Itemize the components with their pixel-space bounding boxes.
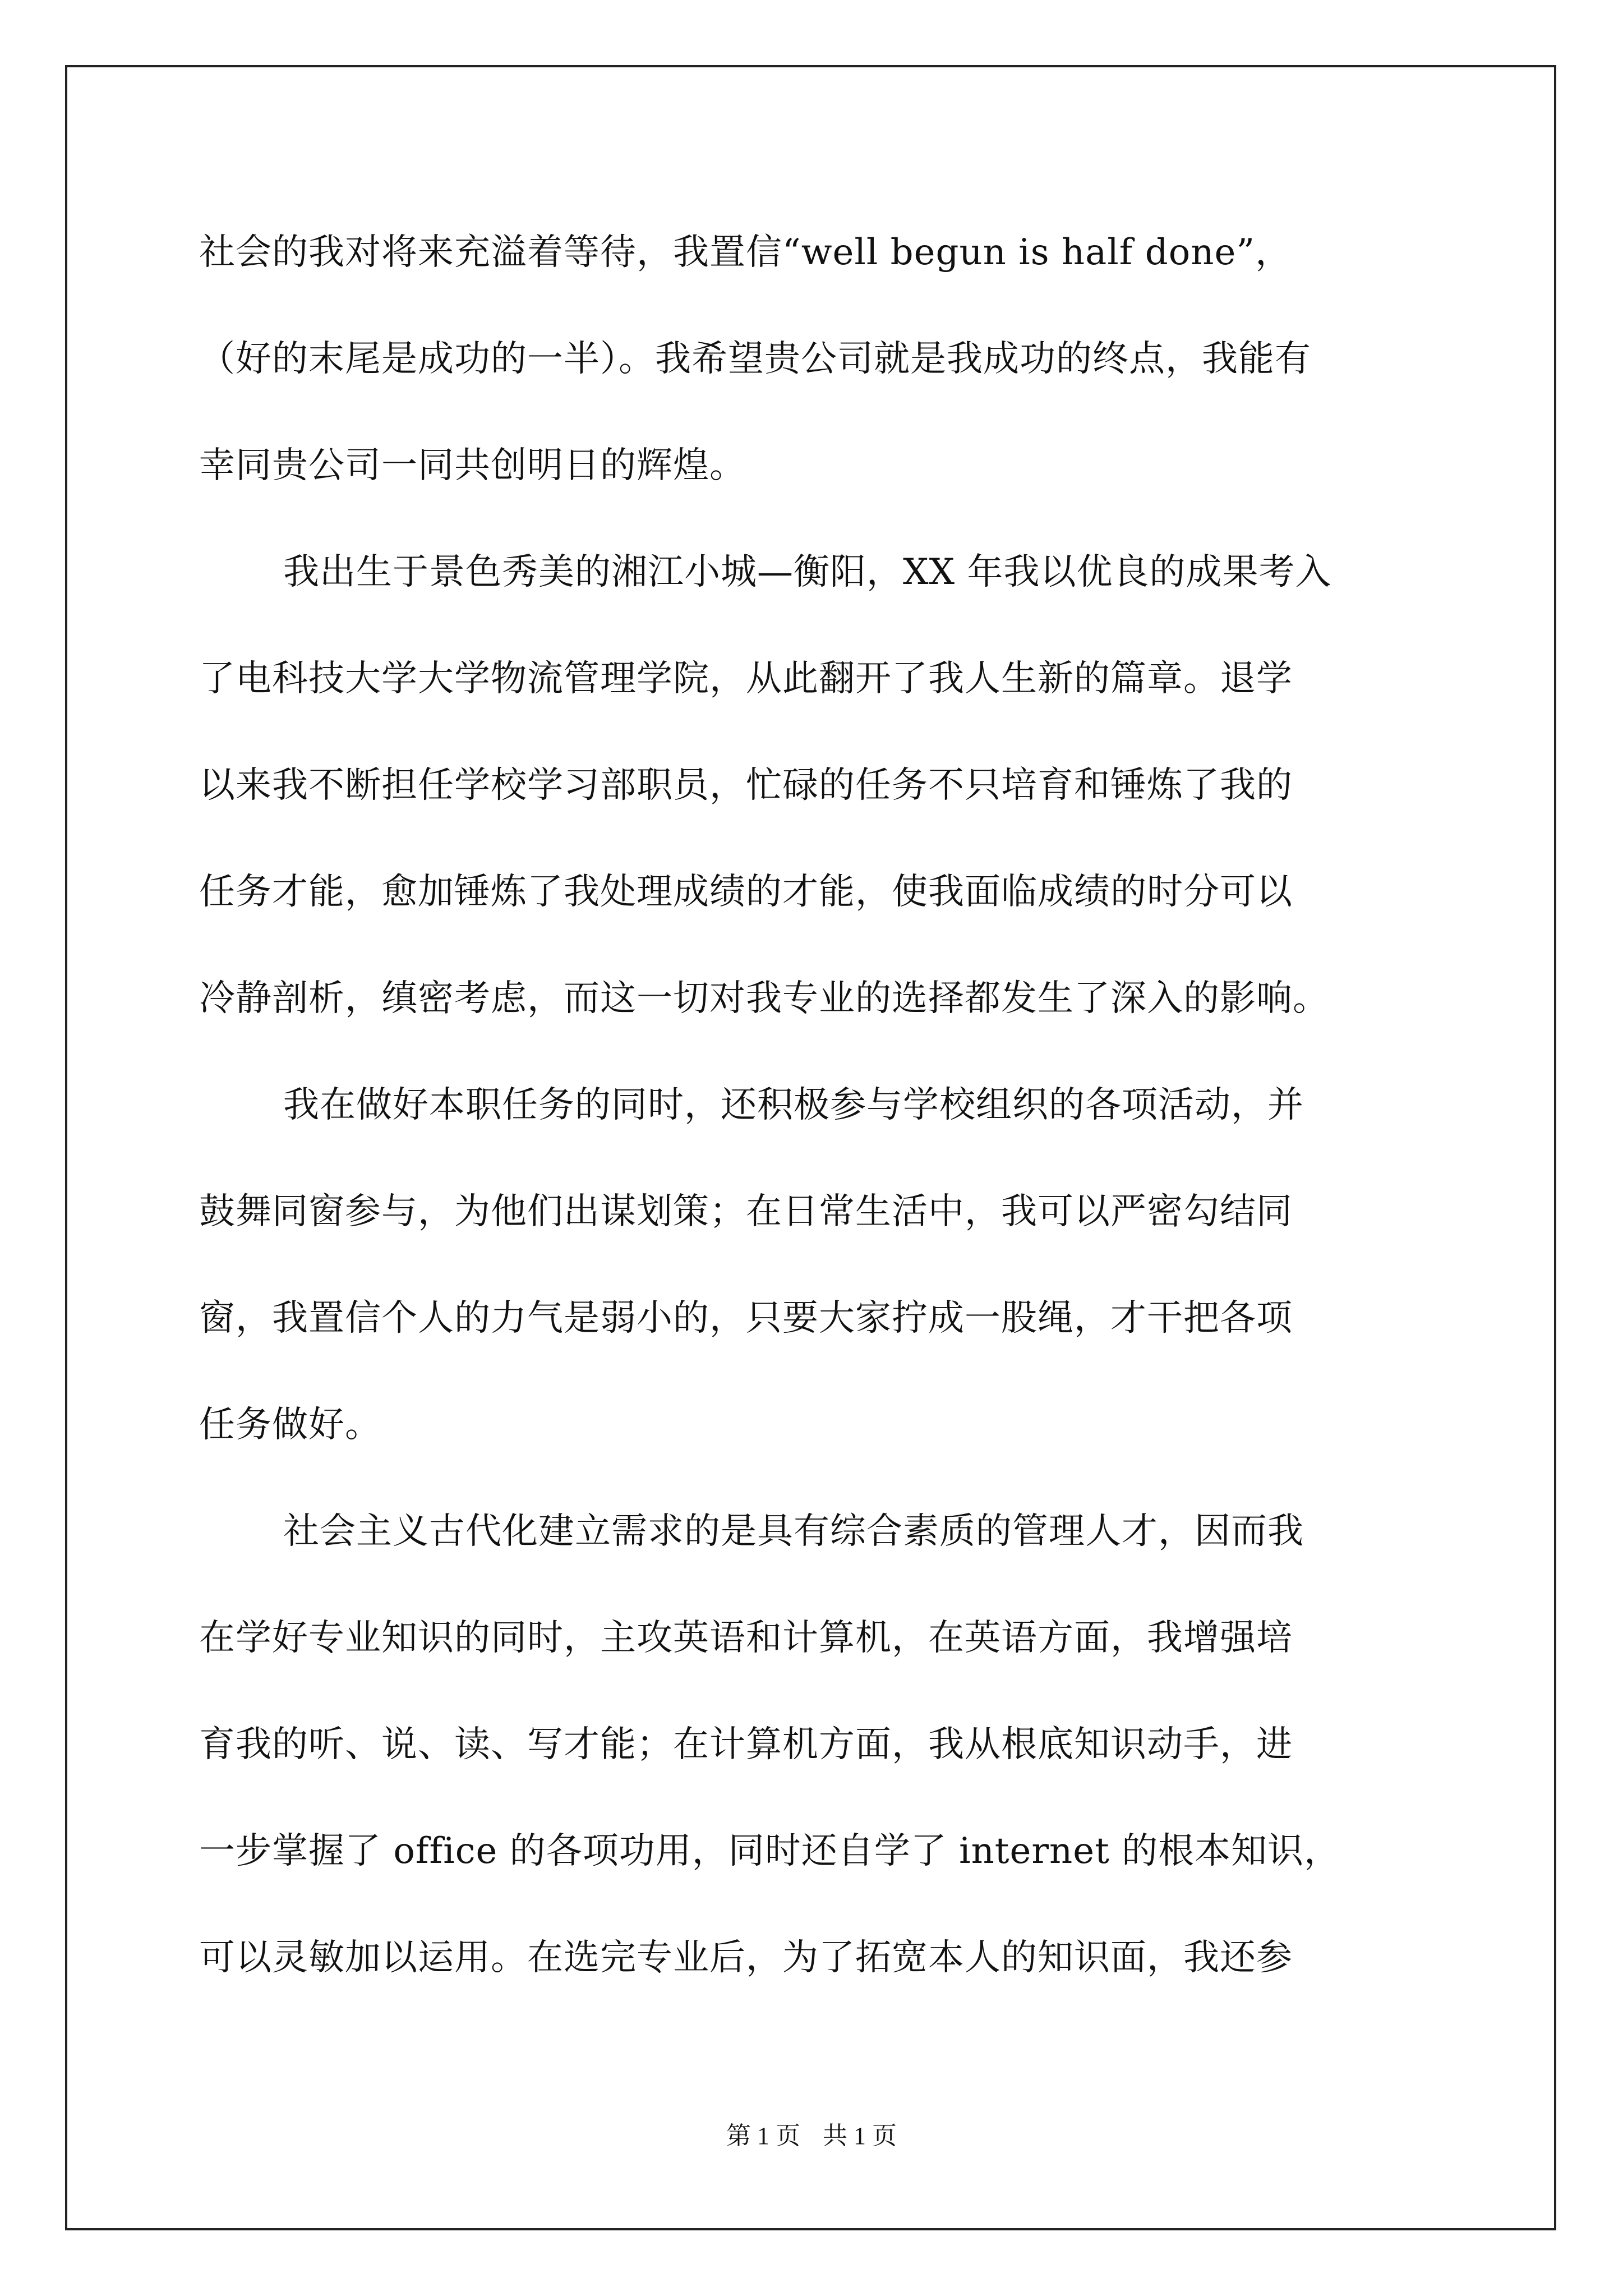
text-line: 幸同贵公司一同共创明日的辉煌。 bbox=[199, 445, 746, 486]
text-line: 社会的我对将来充溢着等待，我置信“well begun is half done”， bbox=[199, 232, 1292, 273]
text-line: 可以灵敏加以运用。在选完专业后，为了拓宽本人的知识面，我还参 bbox=[199, 1937, 1293, 1978]
text-line: 窗，我置信个人的力气是弱小的，只要大家拧成一股绳，才干把各项 bbox=[199, 1297, 1293, 1339]
text-line: 冷静剖析，缜密考虑，而这一切对我专业的选择都发生了深入的影响。 bbox=[199, 978, 1329, 1019]
text-line: 我出生于景色秀美的湘江小城—衡阳，XX 年我以优良的成果考入 bbox=[283, 551, 1332, 593]
text-line: 育我的听、说、读、写才能；在计算机方面，我从根底知识动手，进 bbox=[199, 1724, 1293, 1765]
text-line: 任务做好。 bbox=[199, 1404, 381, 1446]
page-number: 第 1 页 bbox=[726, 2122, 800, 2150]
text-line: 以来我不断担任学校学习部职员，忙碌的任务不只培育和锤炼了我的 bbox=[199, 765, 1293, 806]
text-line: 社会主义古代化建立需求的是具有综合素质的管理人才，因而我 bbox=[283, 1511, 1304, 1552]
page-border bbox=[65, 65, 1556, 2230]
text-line: 任务才能，愈加锤炼了我处理成绩的才能，使我面临成绩的时分可以 bbox=[199, 871, 1293, 913]
text-line: 一步掌握了 office 的各项功用，同时还自学了 internet 的根本知识， bbox=[199, 1830, 1341, 1872]
text-line: 了电科技大学大学物流管理学院，从此翻开了我人生新的篇章。退学 bbox=[199, 658, 1293, 700]
text-line: 鼓舞同窗参与，为他们出谋划策；在日常生活中，我可以严密勾结同 bbox=[199, 1191, 1293, 1232]
page-total: 共 1 页 bbox=[823, 2122, 897, 2150]
text-line: 我在做好本职任务的同时，还积极参与学校组织的各项活动，并 bbox=[283, 1084, 1304, 1126]
text-line: （好的末尾是成功的一半）。我希望贵公司就是我成功的终点，我能有 bbox=[199, 338, 1311, 380]
text-line: 在学好专业知识的同时，主攻英语和计算机，在英语方面，我增强培 bbox=[199, 1617, 1293, 1659]
page-footer bbox=[0, 2120, 1623, 2152]
